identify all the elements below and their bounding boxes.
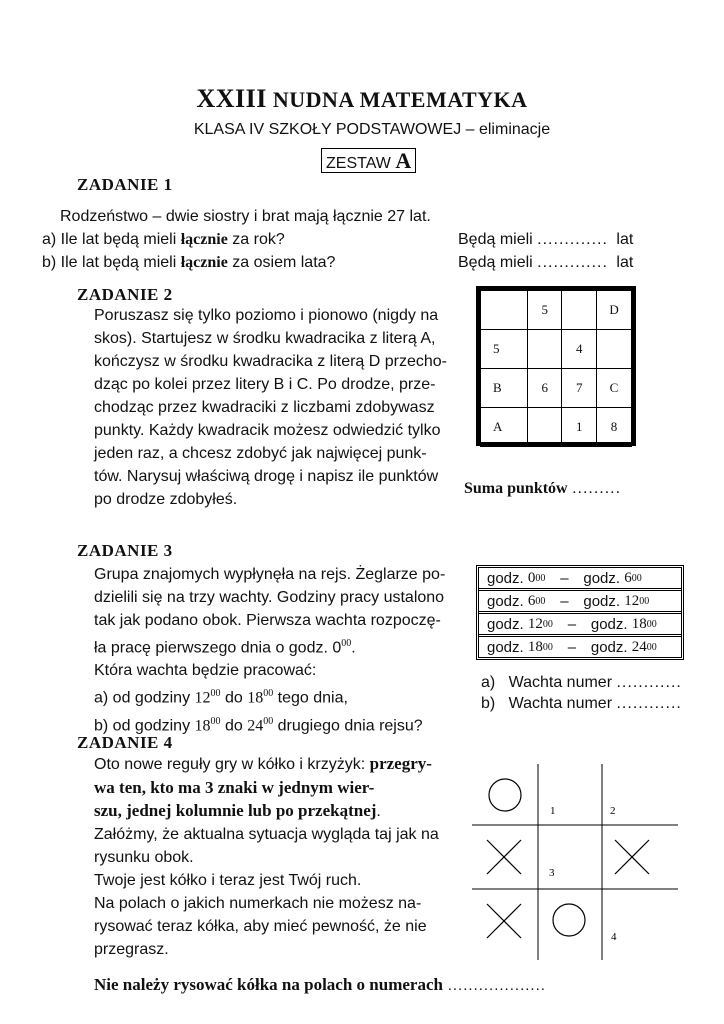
board-lines — [472, 764, 678, 960]
hour: 0 — [527, 569, 536, 586]
task1-intro: Rodzeństwo – dwie siostry i brat mają łącznie 27 lat. — [60, 208, 431, 225]
q-text: tego dnia, — [273, 689, 348, 707]
grid-cell[interactable] — [481, 291, 528, 330]
sup: 00 — [535, 595, 546, 607]
cross-mark — [615, 840, 649, 874]
cross-mark — [487, 904, 521, 938]
sup: 00 — [341, 638, 352, 649]
grid-cell[interactable]: 4 — [562, 330, 597, 369]
cell-number: 1 — [550, 805, 556, 817]
sup: 00 — [542, 618, 553, 630]
grid-cell[interactable]: 1 — [562, 408, 597, 447]
answer-unit: lat — [616, 231, 634, 248]
task1-question-a — [42, 228, 285, 251]
page-title — [0, 84, 724, 114]
task3-line: tak jak podano obok. Pierwsza wachta rozpoczę- — [94, 612, 441, 629]
points-grid[interactable] — [476, 286, 636, 446]
watch-row — [479, 591, 681, 614]
footer-label: Nie należy rysować kółka na polach o numerach — [94, 975, 443, 994]
task1-qa-pre: a) Ile lat będą mieli — [42, 231, 181, 248]
task4-footer[interactable] — [94, 975, 546, 995]
answer-label: Będą mieli — [458, 231, 533, 248]
title-text: NUDNA MATEMATYKA — [272, 87, 528, 112]
sum-label: Suma punktów — [464, 480, 568, 497]
answer-dots[interactable]: ............ — [616, 674, 682, 691]
hour: 18 — [631, 615, 647, 632]
task4-text-bold: przegry- — [369, 754, 432, 773]
zestaw-letter: A — [395, 148, 412, 173]
q-text: a) od godziny — [94, 689, 195, 707]
footer-dots[interactable]: ................... — [447, 977, 546, 994]
task2-line: dząc po kolei przez litery B i C. Po drodze, prze- — [94, 376, 436, 393]
task1-qb-pre: b) Ile lat będą mieli — [42, 254, 181, 271]
task3-line: Która wachta będzie pracować: — [94, 662, 317, 680]
task1-question-b — [42, 251, 335, 274]
task3-line-text: ła pracę pierwszego dnia o godz. 0 — [94, 639, 342, 657]
grid-cell[interactable]: 8 — [597, 408, 632, 447]
task1-qb-bold: łącznie — [180, 254, 228, 271]
task2-line: kończysz w środku kwadracika z literą D przecho- — [94, 353, 448, 370]
task1-qb-post: za osiem lata? — [227, 254, 336, 271]
grid-cell[interactable] — [597, 330, 632, 369]
subtitle: KLASA IV SZKOŁY PODSTAWOWEJ – eliminacje — [193, 121, 551, 138]
q-text: drugiego dnia rejsu? — [273, 716, 423, 734]
godz: godz. — [487, 569, 524, 587]
grid-cell[interactable] — [527, 330, 562, 369]
answer-letter: a) — [481, 674, 496, 691]
grid-cell[interactable]: B — [481, 369, 528, 408]
answer-dots[interactable]: ............. — [537, 231, 608, 248]
sup: 00 — [542, 641, 553, 653]
task4-line: rysunku obok. — [94, 849, 194, 866]
cell-number: 2 — [610, 805, 616, 817]
task4-heading: ZADANIE 4 — [77, 733, 173, 752]
task2-heading: ZADANIE 2 — [77, 285, 173, 304]
task3-line: Grupa znajomych wypłynęła na rejs. Żeglarze po- — [94, 566, 446, 583]
grid-cell[interactable]: 6 — [527, 369, 562, 408]
watch-schedule-table — [476, 565, 684, 660]
watch-row — [479, 568, 681, 591]
task2-line: po drodze zdobyłeś. — [94, 491, 238, 508]
task1-qa-post: za rok? — [227, 231, 285, 248]
task1-answer-b[interactable] — [458, 251, 633, 274]
task4-line: przegrasz. — [94, 941, 169, 958]
task4-line: Załóżmy, że aktualna sytuacja wygląda taj jak na — [94, 826, 439, 843]
q-text: b) od godziny — [94, 716, 195, 734]
answer-label: Będą mieli — [458, 254, 533, 271]
godz: godz. — [487, 638, 524, 656]
hour: 6 — [624, 569, 632, 586]
task2-line: skos). Startujesz w środku kwadracika z literą A, — [94, 330, 436, 347]
task4-line — [94, 752, 439, 776]
task1-qa-bold: łącznie — [180, 231, 228, 248]
dash: – — [560, 569, 569, 587]
task2-line: chodząc przez kwadraciki z liczbami zdobywasz — [94, 399, 435, 416]
zestaw-box — [321, 148, 416, 173]
cross-mark — [487, 840, 521, 874]
cell-number: 4 — [611, 931, 617, 943]
task1-heading: ZADANIE 1 — [77, 175, 173, 194]
grid-cell[interactable] — [527, 408, 562, 447]
hour: 24 — [631, 638, 647, 655]
hour: 12 — [527, 615, 543, 632]
hour: 18 — [527, 638, 543, 655]
grid-cell[interactable]: D — [597, 291, 632, 330]
godz: godz. — [590, 615, 628, 633]
sup: 00 — [631, 572, 642, 584]
circle-mark — [553, 904, 585, 936]
q-text: do — [220, 716, 248, 734]
task1-answer-a[interactable] — [458, 228, 633, 251]
task2-text — [94, 304, 447, 511]
sum-dots[interactable]: ......... — [572, 480, 622, 497]
godz: godz. — [583, 569, 621, 587]
task2-line: jeden raz, a chcesz zdobyć jak najwięcej punk- — [94, 445, 427, 462]
grid-cell[interactable]: 5 — [481, 330, 528, 369]
hour: 18 — [247, 689, 264, 707]
punct: . — [351, 639, 356, 657]
task3-line — [94, 632, 445, 659]
task4-text-bold: szu, jednej kolumnie lub po przekątnej — [94, 801, 377, 820]
grid-cell[interactable] — [562, 291, 597, 330]
answer-label: Wachta numer — [508, 695, 613, 712]
sup: 00 — [535, 572, 546, 584]
watch-row — [479, 614, 681, 637]
task2-line: Poruszasz się tylko poziomo i pionowo (nigdy na — [94, 307, 439, 324]
sup: 00 — [639, 595, 650, 607]
task2-line: tów. Narysuj właściwą drogę i napisz ile punktów — [94, 468, 439, 485]
answer-letter: b) — [481, 695, 496, 712]
circle-mark — [489, 779, 521, 811]
hour: 6 — [527, 592, 536, 609]
sup: 00 — [263, 688, 274, 700]
grid-cell[interactable]: C — [597, 369, 632, 408]
grid-cell[interactable]: 5 — [527, 291, 562, 330]
godz: godz. — [583, 592, 621, 610]
dash: – — [560, 592, 569, 610]
grid-cell[interactable]: A — [481, 408, 528, 447]
sup: 00 — [646, 618, 657, 630]
sup: 00 — [210, 688, 221, 700]
answer-dots[interactable]: ............. — [537, 254, 608, 271]
tic-tac-toe-board[interactable] — [470, 762, 680, 962]
task3-text — [94, 563, 445, 737]
task2-line: punkty. Każdy kwadracik możesz odwiedzić tylko — [94, 422, 441, 439]
sup: 00 — [210, 715, 221, 727]
punct: . — [376, 803, 381, 820]
title-roman: XXIII — [196, 84, 267, 113]
hour: 12 — [624, 592, 640, 609]
task4-line: rysować teraz kółka, aby mieć pewność, że nie — [94, 918, 427, 935]
godz: godz. — [487, 615, 524, 633]
watch-row — [479, 637, 681, 657]
q-text: do — [220, 689, 248, 707]
answer-dots[interactable]: ............ — [616, 695, 682, 712]
hour: 18 — [194, 716, 211, 734]
grid-cell[interactable]: 7 — [562, 369, 597, 408]
task4-line — [94, 799, 439, 823]
task4-text — [94, 752, 439, 961]
dash: – — [567, 638, 577, 656]
task4-line: wa ten, kto ma 3 znaki w jednym wier- — [94, 778, 375, 797]
task3-answer-a[interactable] — [481, 671, 682, 694]
godz: godz. — [590, 638, 628, 656]
task3-question-a — [94, 682, 445, 709]
answer-label: Wachta numer — [508, 674, 613, 691]
task4-line: Na polach o jakich numerkach nie możesz na- — [94, 895, 422, 912]
sup: 00 — [646, 641, 657, 653]
zestaw-label: ZESTAW — [326, 155, 391, 172]
task4-text-normal: Oto nowe reguły gry w kółko i krzyżyk: — [94, 756, 370, 773]
task2-sum[interactable] — [464, 480, 621, 498]
cell-number: 3 — [549, 867, 555, 879]
godz: godz. — [487, 592, 524, 610]
dash: – — [567, 615, 577, 633]
hour: 24 — [247, 716, 264, 734]
task3-answer-b[interactable] — [481, 692, 682, 715]
task3-line: dzielili się na trzy wachty. Godziny pracy ustalono — [94, 589, 445, 606]
answer-unit: lat — [616, 254, 634, 271]
sup: 00 — [263, 715, 274, 727]
task3-heading: ZADANIE 3 — [77, 541, 173, 560]
task4-line: Twoje jest kółko i teraz jest Twój ruch. — [94, 872, 362, 889]
hour: 12 — [194, 689, 211, 707]
